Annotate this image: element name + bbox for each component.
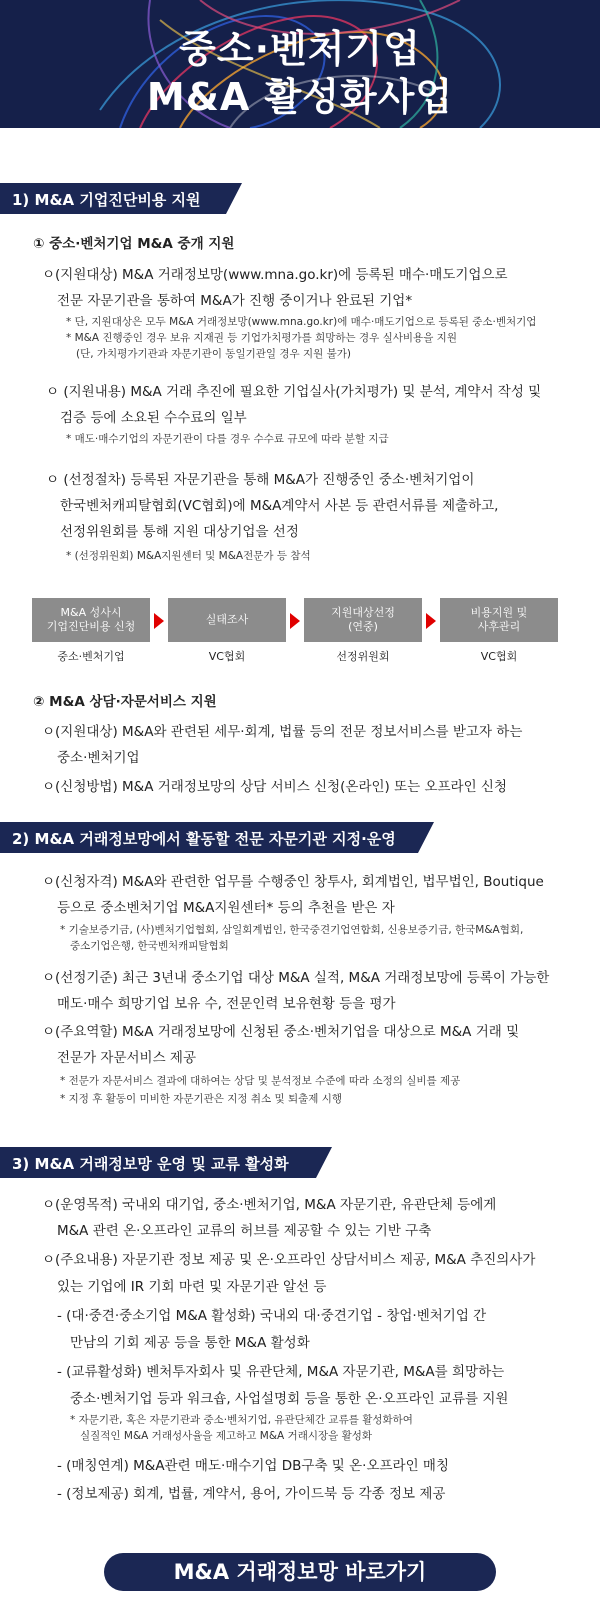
paragraph-line: 선정위원회를 통해 지원 대상기업을 선정 <box>60 524 299 540</box>
paragraph-line: M&A 관련 온·오프라인 교류의 허브를 제공할 수 있는 기반 구축 <box>57 1223 432 1239</box>
footnote: * 지정 후 활동이 미비한 자문기관은 지정 취소 및 퇴출제 시행 <box>60 1093 343 1105</box>
flow-arrow-icon <box>426 613 436 629</box>
detail-line: 중소·벤처기업 등과 워크숍, 사업설명회 등을 통한 온·오프라인 교류를 지원 <box>70 1391 509 1407</box>
paragraph-line: 매도·매수 희망기업 보유 수, 전문인력 보유현황 등을 평가 <box>57 996 396 1012</box>
section-title-1: 1) M&A 기업진단비용 지원 <box>12 191 201 209</box>
footnote: * (선정위원회) M&A지원센터 및 M&A전문가 등 참석 <box>66 550 311 562</box>
hero-title-line1: 중소·벤처기업 <box>179 27 421 71</box>
paragraph-line: ㅇ(주요역할) M&A 거래정보망에 신청된 중소·벤처기업을 대상으로 M&A 거래 및 <box>42 1024 520 1040</box>
paragraph-line: ㅇ(지원대상) M&A와 관련된 세무·회계, 법률 등의 전문 정보서비스를 받고자 하는 <box>42 724 523 740</box>
flow-actor-4: VC협회 <box>480 650 518 663</box>
hero-banner <box>0 0 600 128</box>
paragraph-line: 전문 자문기관을 통하여 M&A가 진행 중이거나 완료된 기업* <box>57 293 413 309</box>
footnote: * 전문가 자문서비스 결과에 대하여는 상담 및 분석정보 수준에 따라 소정의 실비를 제공 <box>60 1075 461 1087</box>
footnote: * 단, 지원대상은 모두 M&A 거래정보망(www.mna.go.kr)에 매수·매도기업으로 등록된 중소·벤처기업 <box>66 316 537 328</box>
flow-step-3-line1: 지원대상선정 <box>331 606 395 619</box>
flow-step-1-line1: M&A 성사시 <box>60 606 122 619</box>
detail-line: - (매칭연계) M&A관련 매도·매수기업 DB구축 및 온·오프라인 매칭 <box>57 1458 449 1474</box>
hero-title-line2: M&A 활성화사업 <box>146 75 454 119</box>
paragraph-line: ㅇ(신청자격) M&A와 관련한 업무를 수행중인 창투사, 회계법인, 법무법인, Boutique <box>42 874 544 890</box>
flow-actor-3: 선정위원회 <box>336 650 390 663</box>
paragraph-line: ㅇ (지원내용) M&A 거래 추진에 필요한 기업실사(가치평가) 및 분석, 계약서 작성 및 <box>46 384 542 400</box>
flow-actor-2: VC협회 <box>208 650 246 663</box>
section-title-2: 2) M&A 거래정보망에서 활동할 전문 자문기관 지정·운영 <box>12 830 396 848</box>
footnote: * 자문기관, 혹은 자문기관과 중소·벤처기업, 유관단체간 교류를 활성화하여 <box>70 1414 413 1426</box>
paragraph-line: ㅇ(주요내용) 자문기관 정보 제공 및 온·오프라인 상담서비스 제공, M&A 추진의사가 <box>42 1252 536 1268</box>
detail-line: 만남의 기회 제공 등을 통한 M&A 활성화 <box>70 1335 310 1351</box>
flow-step-1-line2: 기업진단비용 신청 <box>46 620 136 633</box>
footnote: (단, 가치평가기관과 자문기관이 동일기관일 경우 지원 불가) <box>76 348 351 360</box>
footnote: 실질적인 M&A 거래성사율을 제고하고 M&A 거래시장을 활성화 <box>80 1430 373 1442</box>
subsection-title-broker: ① 중소·벤처기업 M&A 중개 지원 <box>33 236 235 252</box>
paragraph-line: 등으로 중소벤처기업 M&A지원센터* 등의 추천을 받은 자 <box>57 900 395 916</box>
flow-step-2-line1: 실태조사 <box>205 613 249 626</box>
paragraph-line: ㅇ(신청방법) M&A 거래정보망의 상담 서비스 신청(온라인) 또는 오프라인 신청 <box>42 779 507 795</box>
subsection-title-consulting: ② M&A 상담·자문서비스 지원 <box>33 694 217 710</box>
footnote: * 기술보증기금, (사)벤처기업협회, 삼일회계법인, 한국중견기업연합회, 신용보증기금, 한국M&A협회, <box>60 924 524 936</box>
detail-line: - (대·중견·중소기업 M&A 활성화) 국내외 대·중견기업 - 창업·벤처기업 간 <box>57 1308 487 1324</box>
paragraph-line: 한국벤처캐피탈협회(VC협회)에 M&A계약서 사본 등 관련서류를 제출하고, <box>60 498 499 514</box>
mna-portal-link-button[interactable]: M&A 거래정보망 바로가기 <box>104 1553 496 1591</box>
detail-line: - (정보제공) 회계, 법률, 계약서, 용어, 가이드북 등 각종 정보 제공 <box>57 1486 446 1502</box>
flow-step-3-line2: (연중) <box>348 620 378 633</box>
paragraph-line: 있는 기업에 IR 기회 마련 및 자문기관 알선 등 <box>57 1279 327 1295</box>
flow-step-4 <box>440 598 558 642</box>
detail-line: - (교류활성화) 벤처투자회사 및 유관단체, M&A 자문기관, M&A를 희망하는 <box>57 1364 505 1380</box>
flow-step-4-line2: 사후관리 <box>477 620 521 633</box>
flow-arrow-icon <box>154 613 164 629</box>
flow-step-2 <box>168 598 286 642</box>
paragraph-line: 전문가 자문서비스 제공 <box>57 1050 196 1066</box>
paragraph-line: ㅇ(선정기준) 최근 3년내 중소기업 대상 M&A 실적, M&A 거래정보망에 등록이 가능한 <box>42 970 550 986</box>
footnote: * 매도·매수기업의 자문기관이 다를 경우 수수료 규모에 따라 분할 지급 <box>66 433 389 445</box>
footnote: 중소기업은행, 한국벤처캐피탈협회 <box>70 940 229 952</box>
flow-step-3 <box>304 598 422 642</box>
paragraph-line: 검증 등에 소요된 수수료의 일부 <box>60 410 247 426</box>
paragraph-line: ㅇ(운영목적) 국내외 대기업, 중소·벤처기업, M&A 자문기관, 유관단체 등에게 <box>42 1197 497 1213</box>
paragraph-line: 중소·벤처기업 <box>57 750 140 766</box>
flow-step-4-line1: 비용지원 및 <box>470 606 528 619</box>
section-title-3: 3) M&A 거래정보망 운영 및 교류 활성화 <box>12 1155 289 1173</box>
footnote: * M&A 진행중인 경우 보유 지재권 등 기업가치평가를 희망하는 경우 실사비용을 지원 <box>66 332 457 344</box>
paragraph-line: ㅇ (선정절차) 등록된 자문기관을 통해 M&A가 진행중인 중소·벤처기업이 <box>46 472 475 488</box>
flow-step-1 <box>32 598 150 642</box>
paragraph-line: ㅇ(지원대상) M&A 거래정보망(www.mna.go.kr)에 등록된 매수·매도기업으로 <box>42 267 508 283</box>
flow-arrow-icon <box>290 613 300 629</box>
flow-actor-1: 중소·벤처기업 <box>57 650 125 663</box>
